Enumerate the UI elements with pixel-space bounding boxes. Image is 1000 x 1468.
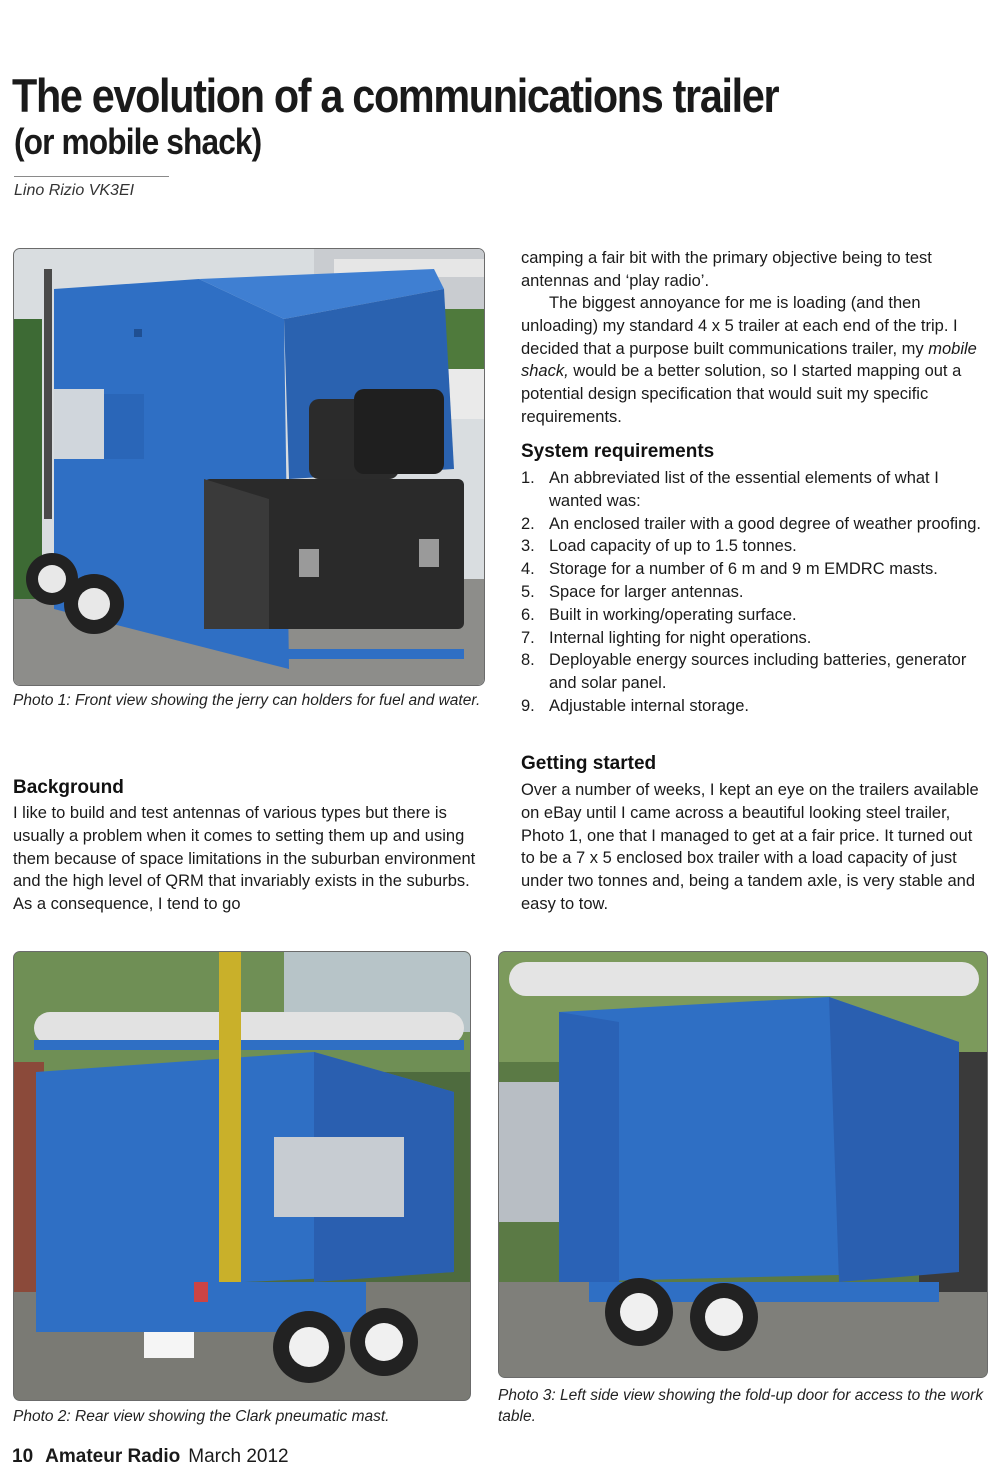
- page-number: 10: [12, 1446, 34, 1467]
- column2-paragraph-2: [521, 292, 987, 429]
- list-item-text: Deployable energy sources including batteries, generator and solar panel.: [549, 651, 967, 693]
- requirements-list: [521, 467, 987, 718]
- photo-2-caption: Photo 2: Rear view showing the Clark pneumatic mast.: [13, 1408, 390, 1425]
- list-item-number: 2.: [521, 514, 535, 533]
- mobile-shack-emphasis: mobile shack,: [521, 339, 977, 381]
- background-heading: Background: [13, 777, 124, 798]
- list-item-number: 5.: [521, 582, 535, 601]
- paragraph-2-text-end: would be a better solution, so I started mapping out a potential design specification that would suit my specific requirements.: [521, 362, 962, 426]
- list-item-number: 1.: [521, 469, 535, 487]
- list-item: [521, 604, 987, 627]
- getting-started-text: Over a number of weeks, I kept an eye on the trailers available on eBay until I came across a beautiful looking steel trailer, Photo 1, one that I managed to get at a fair price. It turned out to be a 7 x 5 enclosed box trailer with a load capacity of just under two tonnes and, being a tandem axle, is very stable and easy to tow.: [521, 781, 979, 913]
- photo-3-caption: Photo 3: Left side view showing the fold-up door for access to the work table.: [498, 1387, 984, 1425]
- paragraph-2-text-start: The biggest annoyance for me is loading (and then unloading) my standard 4 x 5 trailer at each end of the trip. I decided that a purpose built communications trailer, my: [521, 294, 958, 358]
- list-item: [521, 695, 987, 718]
- list-item: [521, 581, 987, 604]
- list-item: [521, 649, 987, 695]
- photo-3-left-side-view: [498, 951, 988, 1378]
- list-item-number: 4.: [521, 560, 535, 579]
- issue-date: March 2012: [188, 1446, 289, 1467]
- article-author: Lino Rizio VK3EI: [14, 182, 135, 199]
- photo-2-rear-view: [13, 951, 471, 1401]
- photo-1-caption: Photo 1: Front view showing the jerry can holders for fuel and water.: [13, 692, 481, 709]
- list-item-text: Adjustable internal storage.: [549, 696, 749, 715]
- list-item: [521, 627, 987, 650]
- column2-paragraph-1: camping a fair bit with the primary objective being to test antennas and ‘play radio’.: [521, 249, 932, 290]
- list-item-text: Built in working/operating surface.: [549, 605, 797, 624]
- article-subtitle: (or mobile shack): [14, 121, 262, 162]
- list-item-number: 7.: [521, 628, 535, 647]
- list-item-text: An abbreviated list of the essential elements of what I wanted was:: [549, 469, 939, 510]
- getting-started-heading: Getting started: [521, 753, 657, 774]
- byline-divider: [14, 176, 169, 177]
- list-item-number: 9.: [521, 696, 535, 715]
- list-item-text: Storage for a number of 6 m and 9 m EMDRC masts.: [549, 560, 938, 579]
- list-item-number: 8.: [521, 651, 535, 670]
- list-item: [521, 467, 987, 513]
- list-item-number: 6.: [521, 605, 535, 624]
- list-item: [521, 513, 987, 536]
- list-item: [521, 558, 987, 581]
- page-footer: [12, 1446, 289, 1468]
- list-item: [521, 535, 987, 558]
- list-item-text: An enclosed trailer with a good degree of weather proofing.: [549, 514, 982, 533]
- system-requirements-heading: System requirements: [521, 441, 715, 462]
- list-item-text: Internal lighting for night operations.: [549, 628, 812, 647]
- magazine-name: Amateur Radio: [45, 1446, 181, 1467]
- background-text: I like to build and test antennas of various types but there is usually a problem when it comes to setting them up and using them because of space limitations in the suburban environment and the high level of QRM that invariably exists in the suburbs. As a consequence, I tend to go: [13, 804, 476, 914]
- list-item-text: Load capacity of up to 1.5 tonnes.: [549, 537, 797, 556]
- list-item-number: 3.: [521, 537, 535, 556]
- list-item-text: Space for larger antennas.: [549, 582, 744, 601]
- article-title: The evolution of a communications trailer: [12, 69, 779, 122]
- photo-1-front-view: [13, 248, 485, 686]
